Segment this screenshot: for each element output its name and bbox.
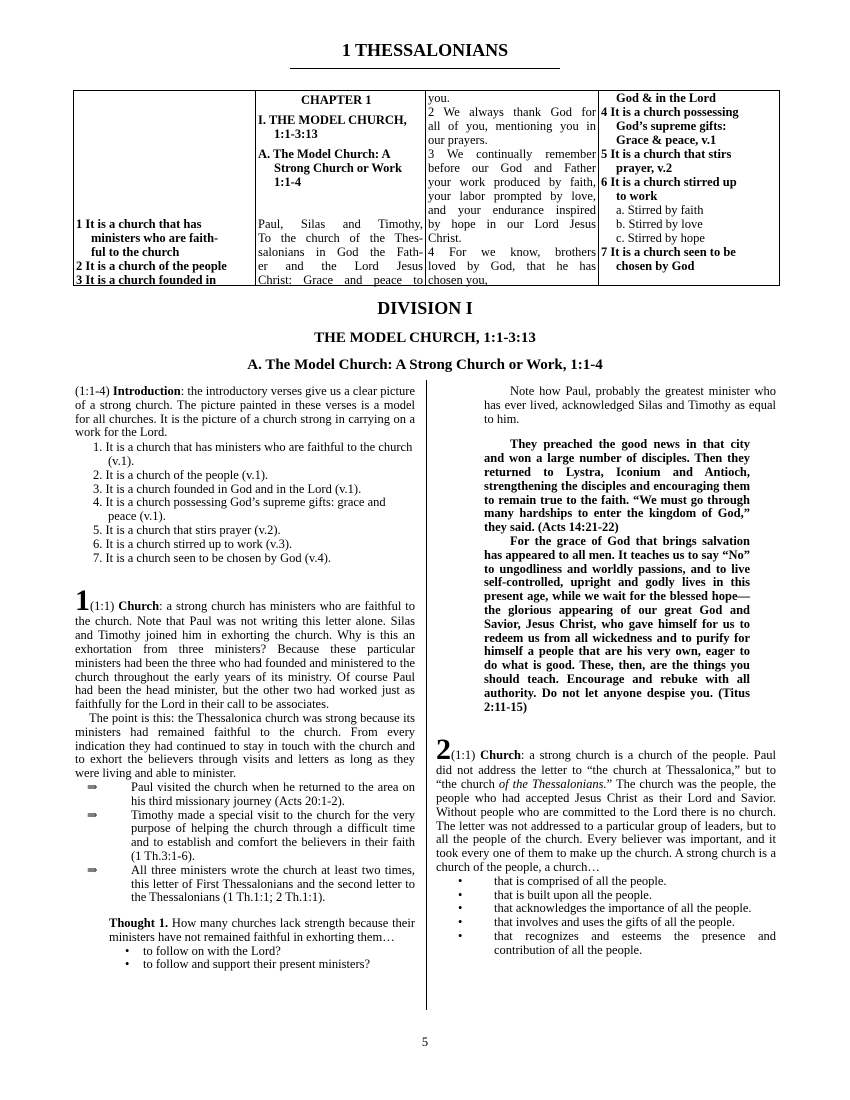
bullet-item: • that involves and uses the gifts of all the people.: [458, 915, 735, 930]
section-heading: A. The Model Church: A Strong Church or Work, 1:1-4: [247, 357, 603, 373]
bullet-icon: •: [458, 915, 463, 930]
scripture-line: 3 We continually remember: [428, 147, 596, 161]
scripture-quote: They preached the good news in that city and won a large number of disciples. Then they returned to Lystra, Iconium and Antioch, strengthening the disciples and encouraging them to remain true to the faith. “We must go through many hardships to enter the kingdom of God,” they said. (Acts 14:21-22): [484, 437, 750, 535]
arrow-icon: ⇒: [87, 862, 98, 877]
commentary-paragraph: 1(1:1) Church: a strong church has ministers who are faithful to the church. Note that Paul was not writing this letter alone. Silas and Timothy joined him in exhorting the church. Why is this an exhortation from three ministers? Because these particular ministers had been the three who had founded and ministered to the church throughout the early years of its ministry. Of course Paul had been the head minister, but the other two had worked just as faithfully for the Lord in their call to be associates.: [75, 584, 415, 712]
left-column: [75, 385, 415, 972]
bullet-item: • that recognizes and esteems the presence and contribution of all the people.: [458, 928, 776, 957]
bullet-icon: •: [458, 887, 463, 902]
introduction-paragraph: (1:1-4) Introduction: the introductory verses give us a clear picture of a strong church. The picture painted in these verses is a model for all churches. It is the picture of a church strong in carrying on a work for the Lord.: [75, 384, 415, 440]
right-column: [436, 385, 776, 957]
scripture-line: your work produced by faith,: [428, 175, 596, 189]
outline-point: 7 It is a church seen to be: [601, 245, 736, 259]
subdivision-heading: THE MODEL CHURCH, 1:1-3:13: [314, 330, 536, 346]
division-heading: DIVISION I: [377, 298, 473, 318]
bullet-icon: •: [458, 901, 463, 916]
scripture-line: you.: [428, 91, 450, 105]
outline-point: to work: [616, 189, 658, 203]
outline-point: Grace & peace, v.1: [616, 133, 717, 147]
outline-point: God’s supreme gifts:: [616, 119, 727, 133]
scripture-line: 4 For we know, brothers: [428, 245, 596, 259]
outline-heading: A. The Model Church: A: [258, 147, 391, 161]
scripture-line: salonians in God the Fath-: [258, 245, 423, 259]
bullet-icon: •: [125, 943, 130, 958]
outline-heading: I. THE MODEL CHURCH,: [258, 113, 407, 127]
thought-paragraph: Thought 1. How many churches lack strength because their ministers have not remained faithful in exhorting them…: [109, 916, 415, 944]
scripture-line: Paul, Silas and Timothy,: [258, 217, 423, 231]
introduction-list: [75, 441, 415, 565]
bullet-icon: •: [458, 873, 463, 888]
outline-column-points: [599, 91, 781, 285]
list-item: 7. It is a church seen to be chosen by God (v.4).: [93, 550, 332, 565]
list-item: 1. It is a church that has ministers who are faithful to the church (v.1).: [93, 440, 413, 468]
scripture-quote: For the grace of God that brings salvation has appeared to all men. It teaches us to say “No” to ungodliness and worldly passions, and to live self-controlled, upright and godly lives in this present age, while we wait for the blessed hope—the glorious appearing of our great God and Savior, Jesus Christ, who gave himself for us to redeem us from all wickedness and to purify for himself a people that are his very own, eager to do what is good. These, then, are the things you should teach. Encourage and rebuke with all authority. Do not let anyone despise you. (Titus 2:11-15): [484, 533, 750, 714]
scripture-line: 2 We always thank God for: [428, 105, 596, 119]
scripture-line: chosen you,: [428, 273, 488, 287]
list-item: 6. It is a church stirred up to work (v.3).: [93, 536, 293, 551]
scripture-line: by hope in our Lord Jesus: [428, 217, 596, 231]
scripture-line: your labor prompted by love,: [428, 189, 596, 203]
bullet-icon: •: [125, 957, 130, 972]
outline-point: 6 It is a church stirred up: [601, 175, 737, 189]
outline-point: ful to the church: [91, 245, 180, 259]
outline-point: chosen by God: [616, 259, 695, 273]
scripture-line: before our God and Father: [428, 161, 596, 175]
outline-point: prayer, v.2: [616, 161, 673, 175]
bullet-icon: •: [458, 928, 463, 943]
outline-column-headings: [256, 91, 426, 285]
arrow-icon: ⇒: [87, 779, 98, 794]
point-number: 1: [75, 584, 90, 618]
list-item: 5. It is a church that stirs prayer (v.2).: [93, 522, 281, 537]
outline-heading: 1:1-3:13: [274, 127, 318, 141]
bullet-item: • that acknowledges the importance of all the people.: [458, 901, 752, 916]
outline-column-points: [74, 91, 256, 285]
outline-point: 4 It is a church possessing: [601, 105, 739, 119]
arrow-list: [75, 781, 415, 905]
outline-point: 2 It is a church of the people: [76, 259, 227, 273]
outline-table: [73, 90, 780, 286]
note-paragraph: Note how Paul, probably the greatest minister who has ever lived, acknowledged Silas and Timothy as equal to him.: [484, 384, 776, 426]
bullet-item: • that is built upon all the people.: [458, 887, 652, 902]
outline-subpoint: c. Stirred by hope: [616, 231, 705, 245]
commentary-paragraph: The point is this: the Thessalonica church was strong because its ministers had remained faithful to the church. From every indication they had continued to stay in touch with the church and to exhort the believers through visits and letters as long as they were living and able to minister.: [75, 710, 415, 781]
scripture-line: loved by God, that he has: [428, 259, 596, 273]
arrow-icon: ⇒: [87, 807, 98, 822]
commentary-paragraph: 2(1:1) Church: a strong church is a church of the people. Paul did not address the letter to “the church at Thessalonica,” but to “the church of the Thessalonians.” The church was the people, the people who had accepted Jesus Christ as their Lord and Savior. Without people who are committed to the Lord there is no church. The letter was not addressed to a particular group of leaders, but to all the people of the church. Every believer was important, and it took every one of them to make up the church. A strong church is a church of the people, a church…: [436, 733, 776, 874]
scripture-line: all of you, mentioning you in: [428, 119, 596, 133]
scripture-line: and your endurance inspired: [428, 203, 596, 217]
bullet-item: • that is comprised of all the people.: [458, 873, 667, 888]
outline-point: 5 It is a church that stirs: [601, 147, 732, 161]
page-title: 1 THESSALONIANS: [341, 40, 509, 60]
list-item: 3. It is a church founded in God and in the Lord (v.1).: [93, 481, 362, 496]
arrow-list-item: ⇒ Timothy made a special visit to the church for the very purpose of helping the church through a difficult time and to establish and comfort the believers in their faith (1 Th.3:1-6).: [87, 807, 415, 863]
bullet-item: • to follow on with the Lord?: [125, 943, 281, 958]
scripture-line: Christ.: [428, 231, 462, 245]
page-number: 5: [421, 1035, 429, 1049]
outline-point: 1 It is a church that has: [76, 217, 202, 231]
column-divider: [426, 380, 427, 1010]
outline-heading: Strong Church or Work: [274, 161, 402, 175]
outline-subpoint: a. Stirred by faith: [616, 203, 704, 217]
outline-point: ministers who are faith-: [91, 231, 219, 245]
scripture-line: To the church of the Thes-: [258, 231, 423, 245]
outline-column-scripture: [426, 91, 599, 285]
bullet-item: • to follow and support their present ministers?: [125, 957, 371, 972]
arrow-list-item: ⇒ All three ministers wrote the church at least two times, this letter of First Thessalonians and the second letter to the Thessalonians (1 Th.1:1; 2 Th.1:1).: [87, 862, 415, 905]
church-bullets: [436, 875, 776, 958]
chapter-heading: CHAPTER 1: [301, 93, 372, 107]
outline-heading: 1:1-4: [274, 175, 302, 189]
title-underline: [290, 68, 560, 69]
thought-bullets: [75, 945, 415, 973]
outline-subpoint: b. Stirred by love: [616, 217, 703, 231]
list-item: 4. It is a church possessing God’s supreme gifts: grace and peace (v.1).: [93, 495, 386, 524]
scripture-line: er and the Lord Jesus: [258, 259, 423, 273]
list-item: 2. It is a church of the people (v.1).: [93, 467, 269, 482]
outline-point: God & in the Lord: [616, 91, 717, 105]
arrow-list-item: ⇒ Paul visited the church when he returned to the area on his third missionary journey (Acts 20:1-2).: [87, 779, 415, 808]
outline-point: 3 It is a church founded in: [76, 273, 217, 287]
point-number: 2: [436, 733, 451, 767]
scripture-line: our prayers.: [428, 133, 488, 147]
scripture-line: Christ: Grace and peace to: [258, 273, 423, 287]
